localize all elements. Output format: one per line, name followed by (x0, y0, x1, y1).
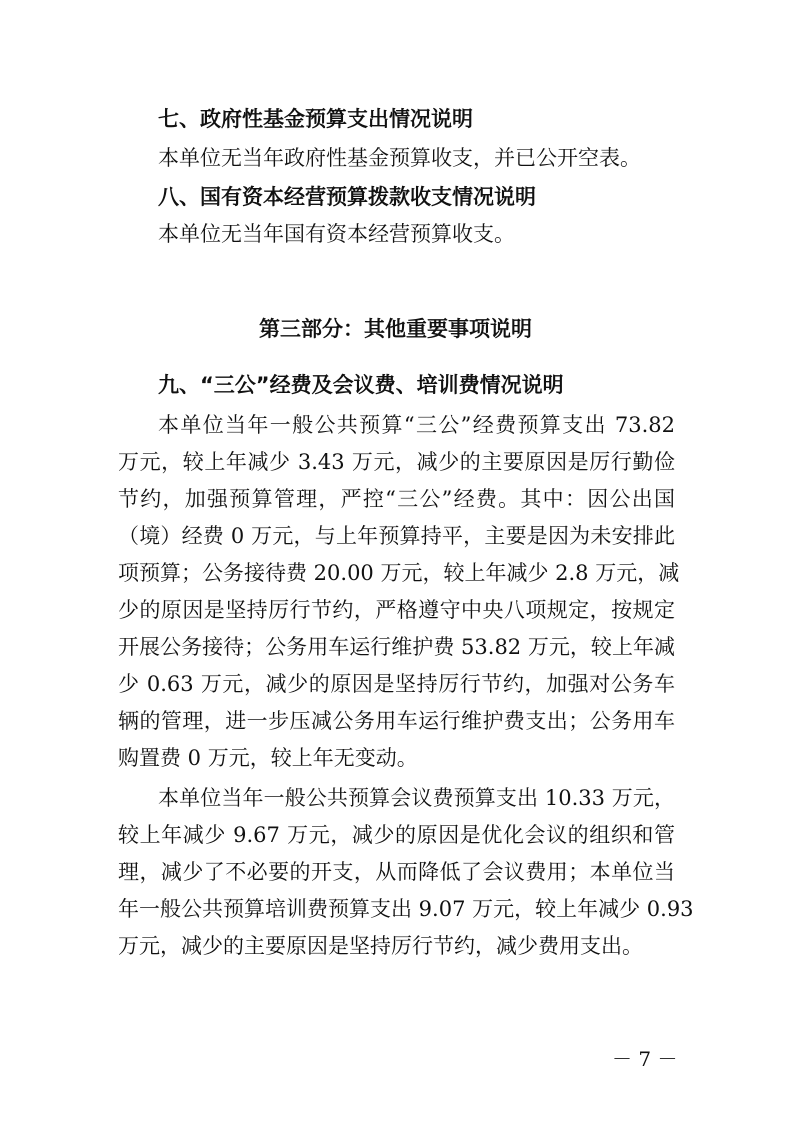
page-number: － 7 － (612, 1047, 678, 1071)
section-8-heading: 八、国有资本经营预算拨款收支情况说明 (158, 185, 536, 209)
paragraph-line: 万元，较上年减少 3.43 万元，减少的主要原因是厉行勤俭 (118, 450, 675, 474)
paragraph-line: 理，减少了不必要的开支，从而降低了会议费用；本单位当 (118, 860, 675, 884)
paragraph-line: 少 0.63 万元，减少的原因是坚持厉行节约，加强对公务车 (118, 672, 675, 696)
paragraph-line: 辆的管理，进一步压减公务用车运行维护费支出；公务用车 (118, 709, 675, 733)
paragraph-line: 万元，减少的主要原因是坚持厉行节约，减少费用支出。 (118, 934, 643, 958)
paragraph-line: 少的原因是坚持厉行节约，严格遵守中央八项规定，按规定 (118, 598, 675, 622)
paragraph-line: 年一般公共预算培训费预算支出 9.07 万元，较上年减少 0.93 (118, 897, 694, 921)
paragraph-line: 开展公务接待；公务用车运行维护费 53.82 万元，较上年减 (118, 635, 675, 659)
paragraph-line: 较上年减少 9.67 万元，减少的原因是优化会议的组织和管 (118, 823, 675, 847)
paragraph-line: 购置费 0 万元，较上年无变动。 (118, 746, 418, 770)
paragraph-line: 节约，加强预算管理，严控“三公”经费。其中：因公出国 (118, 487, 675, 511)
paragraph-line: 项预算；公务接待费 20.00 万元，较上年减少 2.8 万元，减 (118, 561, 680, 585)
section-7-heading: 七、政府性基金预算支出情况说明 (158, 107, 473, 131)
section-9-heading: 九、“三公”经费及会议费、培训费情况说明 (158, 373, 564, 397)
paragraph-line: 本单位当年一般公共预算会议费预算支出 10.33 万元， (158, 786, 675, 810)
part-3-title: 第三部分：其他重要事项说明 (259, 317, 532, 341)
paragraph-line: 本单位当年一般公共预算“三公”经费预算支出 73.82 (158, 413, 675, 437)
section-7-text: 本单位无当年政府性基金预算收支，并已公开空表。 (158, 146, 641, 170)
section-8-text: 本单位无当年国有资本经营预算收支。 (158, 222, 515, 246)
paragraph-line: （境）经费 0 万元，与上年预算持平，主要是因为未安排此 (118, 524, 675, 548)
